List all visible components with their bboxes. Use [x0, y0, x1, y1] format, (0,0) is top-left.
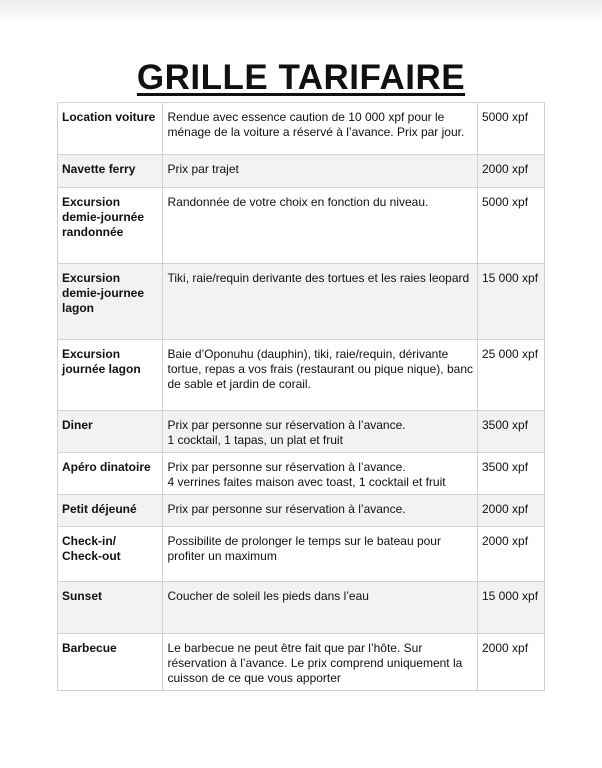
table-row — [58, 634, 545, 691]
service-description: Prix par personne sur réservation à l’avance. 1 cocktail, 1 tapas, un plat et fruit — [163, 411, 478, 453]
service-description: Tiki, raie/requin derivante des tortues et les raies leopard — [163, 264, 478, 340]
service-name: Petit déjeuné — [58, 495, 163, 527]
service-description: Prix par personne sur réservation à l’avance. 4 verrines faites maison avec toast, 1 cocktail et fruit — [163, 453, 478, 495]
service-price: 2000 xpf — [478, 634, 545, 691]
price-table — [57, 102, 545, 691]
service-price: 3500 xpf — [478, 411, 545, 453]
service-name: Excursion demie-journee lagon — [58, 264, 163, 340]
service-name: Navette ferry — [58, 155, 163, 188]
table-row — [58, 453, 545, 495]
service-description: Prix par personne sur réservation à l’avance. — [163, 495, 478, 527]
service-name: Sunset — [58, 582, 163, 634]
service-price: 2000 xpf — [478, 495, 545, 527]
service-price: 5000 xpf — [478, 103, 545, 155]
service-description: Possibilite de prolonger le temps sur le bateau pour profiter un maximum — [163, 527, 478, 582]
service-name: Excursion demie-journée randonnée — [58, 188, 163, 264]
service-description: Le barbecue ne peut être fait que par l’hôte. Sur réservation à l’avance. Le prix comprend uniquement la cuisson de ce que vous apporter — [163, 634, 478, 691]
table-row — [58, 103, 545, 155]
table-row — [58, 264, 545, 340]
table-row — [58, 340, 545, 411]
service-price: 15 000 xpf — [478, 264, 545, 340]
service-price: 2000 xpf — [478, 155, 545, 188]
table-row — [58, 582, 545, 634]
service-name: Apéro dinatoire — [58, 453, 163, 495]
service-price: 3500 xpf — [478, 453, 545, 495]
page-edge-shadow — [0, 0, 602, 22]
service-name: Excursion journée lagon — [58, 340, 163, 411]
service-price: 5000 xpf — [478, 188, 545, 264]
service-description: Baie d’Oponuhu (dauphin), tiki, raie/requin, dérivante tortue, repas a vos frais (restaurant ou pique nique), banc de sable et jardin de corail. — [163, 340, 478, 411]
service-description: Prix par trajet — [163, 155, 478, 188]
table-row — [58, 411, 545, 453]
service-name: Location voiture — [58, 103, 163, 155]
service-price: 2000 xpf — [478, 527, 545, 582]
service-description: Randonnée de votre choix en fonction du niveau. — [163, 188, 478, 264]
service-price: 15 000 xpf — [478, 582, 545, 634]
service-description: Coucher de soleil les pieds dans l’eau — [163, 582, 478, 634]
page-title: GRILLE TARIFAIRE — [136, 58, 466, 97]
table-row — [58, 527, 545, 582]
service-price: 25 000 xpf — [478, 340, 545, 411]
service-name: Check-in/ Check-out — [58, 527, 163, 582]
table-row — [58, 495, 545, 527]
table-row — [58, 188, 545, 264]
service-name: Diner — [58, 411, 163, 453]
service-description: Rendue avec essence caution de 10 000 xpf pour le ménage de la voiture a réservé à l’avance. Prix par jour. — [163, 103, 478, 155]
service-name: Barbecue — [58, 634, 163, 691]
table-row — [58, 155, 545, 188]
